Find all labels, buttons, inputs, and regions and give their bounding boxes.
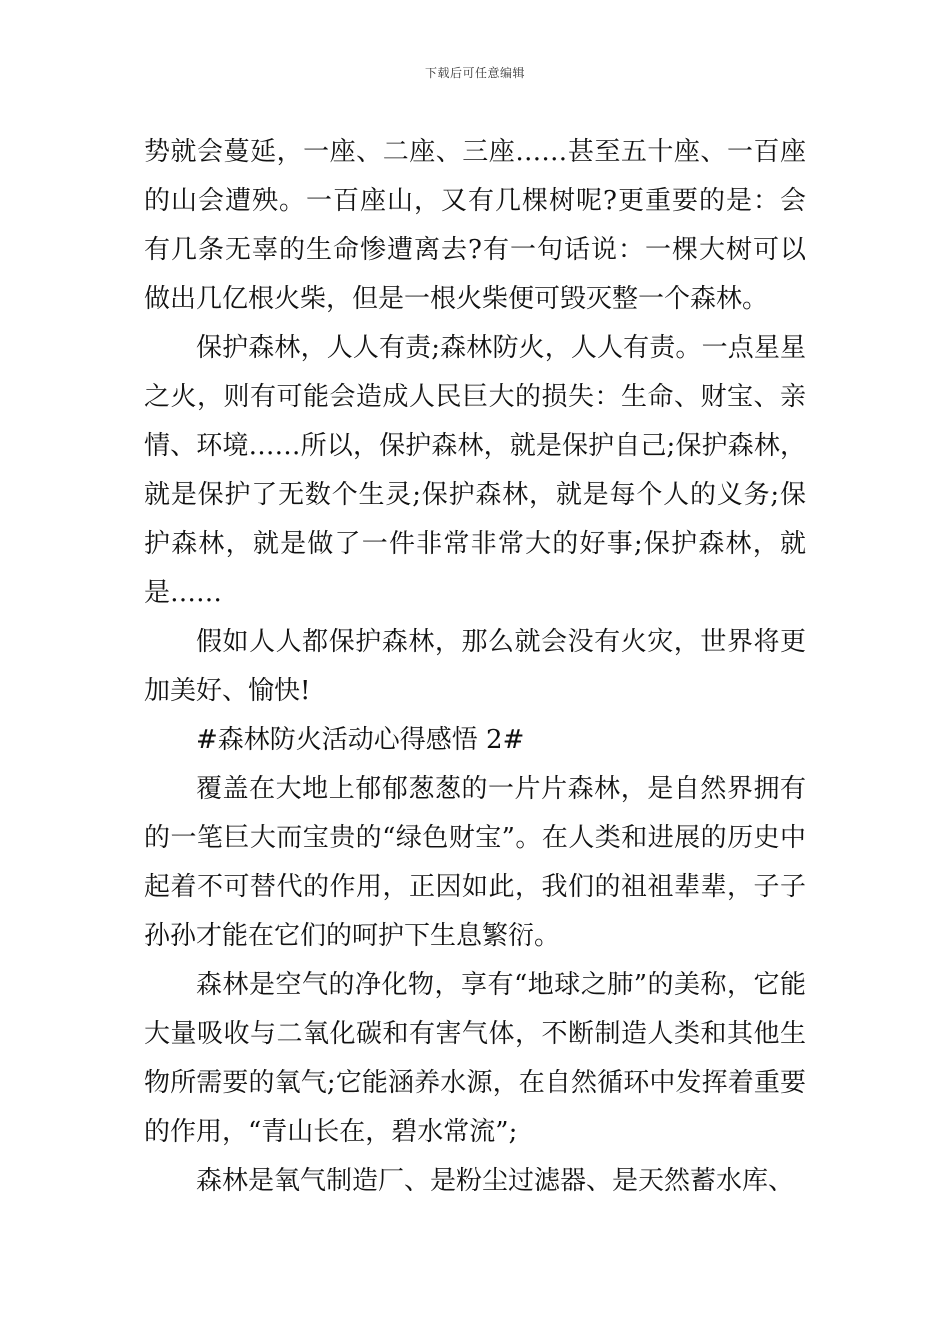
page-header: 下载后可任意编辑 [424,66,525,80]
paragraph-if-everyone: 假如人人都保护森林，那么就会没有火灾，世界将更加美好、愉快! [144,627,806,706]
paragraph-protect-forest: 保护森林，人人有责;森林防火，人人有责。一点星星之火，则有可能会造成人民巨大的损失：生命、财宝、亲情、环境……所以，保护森林，就是保护自己;保护森林，就是保护了无数个生灵;保护森林，就是每个人的义务;保护森林，就是做了一件非常非常大的好事;保护森林，就是…… [144,333,806,608]
paragraph-green-treasure: 覆盖在大地上郁郁葱葱的一片片森林，是自然界拥有的一笔巨大而宝贵的“绿色财宝”。在人类和进展的历史中起着不可替代的作用，正因如此，我们的祖祖辈辈，子子孙孙才能在它们的呵护下生息繁衍。 [144,774,806,951]
section-heading: #森林防火活动心得感悟 2# [196,725,525,755]
paragraph-continuation: 势就会蔓延，一座、二座、三座……甚至五十座、一百座的山会遭殃。一百座山，又有几棵树呢?更重要的是：会有几条无辜的生命惨遭离去?有一句话说：一棵大树可以做出几亿根火柴，但是一根火柴便可毁灭整一个森林。 [144,137,806,314]
paragraph-earth-lung: 森林是空气的净化物，享有“地球之肺”的美称，它能大量吸收与二氧化碳和有害气体，不断制造人类和其他生物所需要的氧气;它能涵养水源，在自然循环中发挥着重要的作用，“青山长在，碧水常流”; [144,970,806,1147]
document-body [144,128,806,1206]
paragraph-oxygen-factory: 森林是氧气制造厂、是粉尘过滤器、是天然蓄水库、 [196,1166,795,1196]
